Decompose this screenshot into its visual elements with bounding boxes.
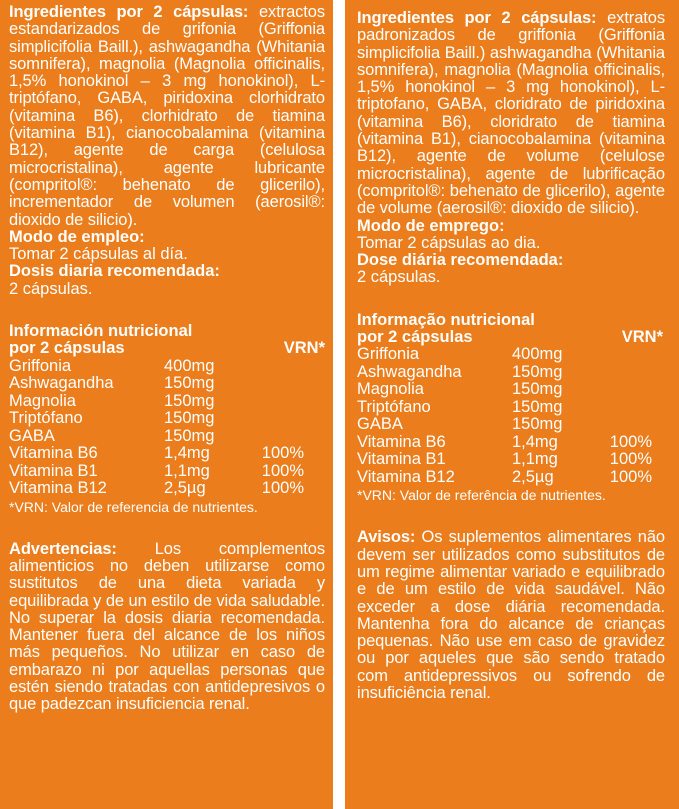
nutrient-vrn bbox=[592, 346, 652, 364]
nutrient-amount: 400mg bbox=[164, 356, 215, 375]
nutrition-row bbox=[9, 410, 304, 428]
dose-text: 2 cápsulas. bbox=[357, 268, 441, 287]
ingredients-text: extractos estandarizados de grifonia (Griffonia simplicifolia Baill.), ashwagandha (Whitania somnifera), magnolia (Magnolia officinalis, 1,5% honokinol – 3 mg honokinol), L-triptófano, GABA, piridoxina clorhidrato (vitamina B6), clorhidrato de tiamina (vitamina B1), cianocobalamina (vitamina B12), agente de carga (celulosa microcristalina), agente lubricante (compritol®: behenato de glicerilo), incrementador de volumen (aerosil®: dioxido de silicio). bbox=[9, 3, 326, 229]
nutrient-vrn bbox=[592, 416, 652, 434]
warnings-paragraph bbox=[9, 541, 325, 714]
nutrient-vrn: 100% bbox=[609, 450, 652, 469]
nutrient-vrn bbox=[244, 428, 304, 446]
usage-paragraph bbox=[9, 229, 325, 246]
nutrient-amount: 150mg bbox=[512, 415, 563, 434]
nutrient-amount: 150mg bbox=[512, 380, 563, 399]
nutrition-row bbox=[9, 445, 304, 463]
nutrition-row bbox=[9, 358, 304, 376]
nutrient-amount: 2,5µg bbox=[164, 479, 206, 498]
nutrition-row bbox=[357, 469, 652, 487]
vrn-header: VRN* bbox=[283, 339, 325, 358]
nutrient-vrn: 100% bbox=[609, 467, 652, 486]
nutrition-subtitle: por 2 cápsulas bbox=[357, 328, 473, 347]
vrn-footnote: *VRN: Valor de referencia de nutrientes. bbox=[9, 498, 258, 515]
nutrient-vrn: 100% bbox=[261, 461, 304, 480]
ingredients-label: Ingredientes por 2 cápsulas: bbox=[9, 3, 249, 21]
nutrient-amount: 1,4mg bbox=[164, 444, 210, 463]
nutrient-name: Magnolia bbox=[357, 380, 424, 399]
nutrient-name: Vitamina B6 bbox=[9, 444, 98, 463]
nutrition-table bbox=[357, 346, 652, 486]
ingredients-label: Ingredientes por 2 cápsulas: bbox=[357, 9, 597, 27]
nutrient-vrn bbox=[592, 399, 652, 417]
panel-divider bbox=[333, 0, 345, 809]
nutrient-name: Ashwagandha bbox=[357, 362, 462, 381]
warnings-paragraph bbox=[357, 529, 665, 702]
usage-text: Tomar 2 cápsulas al día. bbox=[9, 245, 188, 264]
nutrition-row bbox=[357, 434, 652, 452]
nutrient-name: GABA bbox=[357, 415, 403, 434]
nutrient-name: Triptófano bbox=[357, 397, 431, 416]
nutrition-row bbox=[9, 428, 304, 446]
nutrition-row bbox=[357, 346, 652, 364]
label-panel-portuguese bbox=[345, 0, 679, 809]
nutrient-name: Vitamina B6 bbox=[357, 432, 446, 451]
warnings-text: Los complementos alimenticios no deben utilizarse como sustitutos de una dieta variada y equilibrada y de un estilo de vida saludable. No superar la dosis diaria recomendada. Mantener fuera del alcance de los niños más pequeños. No utilizar en caso de embarazo ni por aquellas personas que estén siendo tratadas con antidepresivos o que padezcan insuficiencia renal. bbox=[9, 539, 326, 714]
nutrient-amount: 150mg bbox=[164, 409, 215, 428]
nutrient-name: Ashwagandha bbox=[9, 374, 114, 393]
nutrient-vrn bbox=[244, 410, 304, 428]
nutrient-vrn bbox=[592, 364, 652, 382]
nutrient-amount: 150mg bbox=[164, 374, 215, 393]
nutrition-title: Informação nutricional bbox=[357, 310, 535, 329]
warnings-text: Os suplementos alimentares não devem ser utilizados como substitutos de um regime alimentar variado e equilibrado e de um estilo de vida saudável. Não exceder a dose diária recomendada. Mantenha fora do alcance de crianças pequenas. Não use em caso de gravidez ou por aqueles que são sendo tratado com antidepressivos ou sofrendo de insuficiência renal. bbox=[357, 528, 665, 703]
nutrition-row bbox=[357, 399, 652, 417]
nutrition-row bbox=[357, 364, 652, 382]
label-panel-spanish bbox=[0, 0, 333, 809]
dose-label: Dose diária recomendada: bbox=[357, 251, 564, 270]
nutrient-name: Vitamina B1 bbox=[9, 461, 98, 480]
nutrition-row bbox=[357, 416, 652, 434]
nutrient-vrn bbox=[592, 381, 652, 399]
ingredients-text: extratos padronizados de griffonia (Griffonia simplicifolia Baill.) ashwagandha (Whitania somnifera), magnolia (Magnolia officinalis, 1,5% honokinol – 3 mg honokinol), L-triptofano, GABA, cloridrato de piridoxina (vitamina B6), cloridrato de tiamina (vitamina B1), cianocobalamina (vitamina B12), agente de volume (celulose microcristalina), agente de lubrificação (compritol®: behenato de glicerilo), agente de volume (aerosil®: dioxido de silicio). bbox=[357, 9, 665, 218]
nutrition-title: Información nutricional bbox=[9, 322, 193, 341]
ingredients-paragraph bbox=[357, 10, 665, 218]
nutrient-name: Griffonia bbox=[357, 345, 420, 364]
nutrition-row bbox=[357, 381, 652, 399]
dose-label: Dosis diaria recomendada: bbox=[9, 262, 220, 281]
nutrient-amount: 150mg bbox=[164, 391, 215, 410]
nutrient-vrn: 100% bbox=[261, 444, 304, 463]
vrn-header: VRN* bbox=[621, 328, 663, 347]
nutrient-name: GABA bbox=[9, 426, 55, 445]
nutrient-name: Vitamina B12 bbox=[357, 467, 455, 486]
nutrient-amount: 150mg bbox=[512, 362, 563, 381]
nutrient-vrn bbox=[244, 393, 304, 411]
nutrient-amount: 150mg bbox=[512, 397, 563, 416]
nutrient-amount: 150mg bbox=[164, 426, 215, 445]
nutrient-amount: 2,5µg bbox=[512, 467, 554, 486]
warnings-label: Advertencias: bbox=[9, 539, 117, 558]
nutrient-name: Vitamina B12 bbox=[9, 479, 107, 498]
usage-label: Modo de emprego: bbox=[357, 216, 505, 235]
usage-text: Tomar 2 cápsulas ao dia. bbox=[357, 233, 541, 252]
nutrient-vrn: 100% bbox=[609, 432, 652, 451]
nutrient-amount: 1,1mg bbox=[512, 450, 558, 469]
nutrition-row bbox=[9, 480, 304, 498]
nutrient-name: Magnolia bbox=[9, 391, 76, 410]
nutrition-table bbox=[9, 358, 304, 498]
nutrition-row bbox=[9, 463, 304, 481]
ingredients-paragraph bbox=[9, 4, 325, 229]
usage-label: Modo de empleo: bbox=[9, 227, 145, 246]
dose-paragraph bbox=[357, 252, 665, 269]
nutrient-name: Triptófano bbox=[9, 409, 83, 428]
vrn-footnote: *VRN: Valor de referência de nutrientes. bbox=[357, 487, 606, 504]
nutrient-vrn bbox=[244, 375, 304, 393]
nutrition-row bbox=[357, 451, 652, 469]
dose-paragraph bbox=[9, 263, 325, 280]
nutrient-name: Vitamina B1 bbox=[357, 450, 446, 469]
warnings-label: Avisos: bbox=[357, 528, 416, 547]
dose-text: 2 cápsulas. bbox=[9, 279, 93, 298]
usage-paragraph bbox=[357, 218, 665, 235]
nutrition-row bbox=[9, 375, 304, 393]
nutrient-amount: 1,4mg bbox=[512, 432, 558, 451]
nutrient-vrn: 100% bbox=[261, 479, 304, 498]
nutrition-subtitle: por 2 cápsulas bbox=[9, 339, 125, 358]
nutrient-amount: 1,1mg bbox=[164, 461, 210, 480]
nutrient-vrn bbox=[244, 358, 304, 376]
nutrition-row bbox=[9, 393, 304, 411]
nutrient-name: Griffonia bbox=[9, 356, 72, 375]
nutrient-amount: 400mg bbox=[512, 345, 563, 364]
